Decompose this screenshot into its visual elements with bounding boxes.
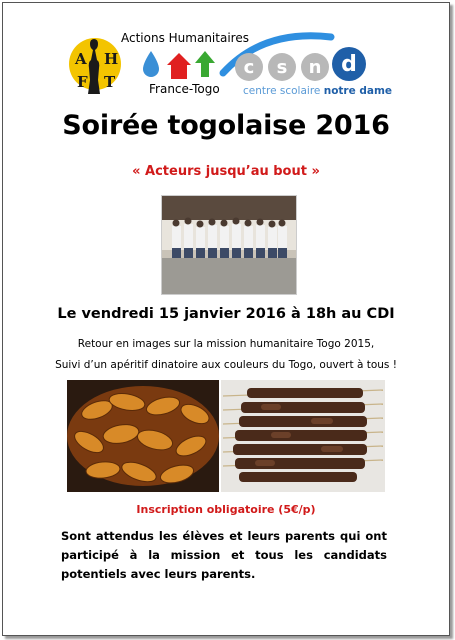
logo-letter-a: A bbox=[75, 50, 87, 68]
audience-paragraph: Sont attendus les élèves et leurs parents qui ont participé à la mission et tous les candidats potentiels avec leurs parents. bbox=[61, 529, 387, 581]
school-caption-bold: notre dame bbox=[323, 85, 393, 97]
svg-text:c: c bbox=[243, 57, 255, 78]
ahft-logo bbox=[65, 31, 125, 101]
svg-text:n: n bbox=[308, 57, 322, 78]
water-drop-icon bbox=[143, 51, 159, 77]
logo-letter-f: F bbox=[77, 73, 88, 91]
page-title: Soirée togolaise 2016 bbox=[62, 110, 390, 141]
info-line-2: Suivi d’un apéritif dinatoire aux couleurs du Togo, ouvert à tous ! bbox=[55, 359, 397, 371]
svg-text:d: d bbox=[341, 52, 357, 77]
logo-letter-h: H bbox=[104, 50, 119, 68]
association-name: Actions Humanitaires bbox=[121, 31, 249, 45]
brochettes-photo bbox=[221, 380, 385, 492]
logo-letter-t: T bbox=[104, 73, 116, 91]
school-caption bbox=[243, 85, 392, 97]
info-line-1: Retour en images sur la mission humanitaire Togo 2015, bbox=[77, 338, 375, 350]
poster-page bbox=[2, 2, 450, 636]
plantain-photo bbox=[67, 380, 219, 492]
association-region: France-Togo bbox=[149, 82, 220, 96]
event-date: Le vendredi 15 janvier 2016 à 18h au CDI bbox=[57, 306, 395, 322]
group-photo bbox=[161, 195, 297, 295]
house-icon bbox=[167, 53, 191, 79]
subtitle: « Acteurs jusqu’au bout » bbox=[132, 164, 320, 179]
svg-text:s: s bbox=[276, 57, 288, 78]
school-caption-light: centre scolaire bbox=[243, 85, 321, 97]
inscription-notice: Inscription obligatoire (5€/p) bbox=[136, 503, 316, 516]
